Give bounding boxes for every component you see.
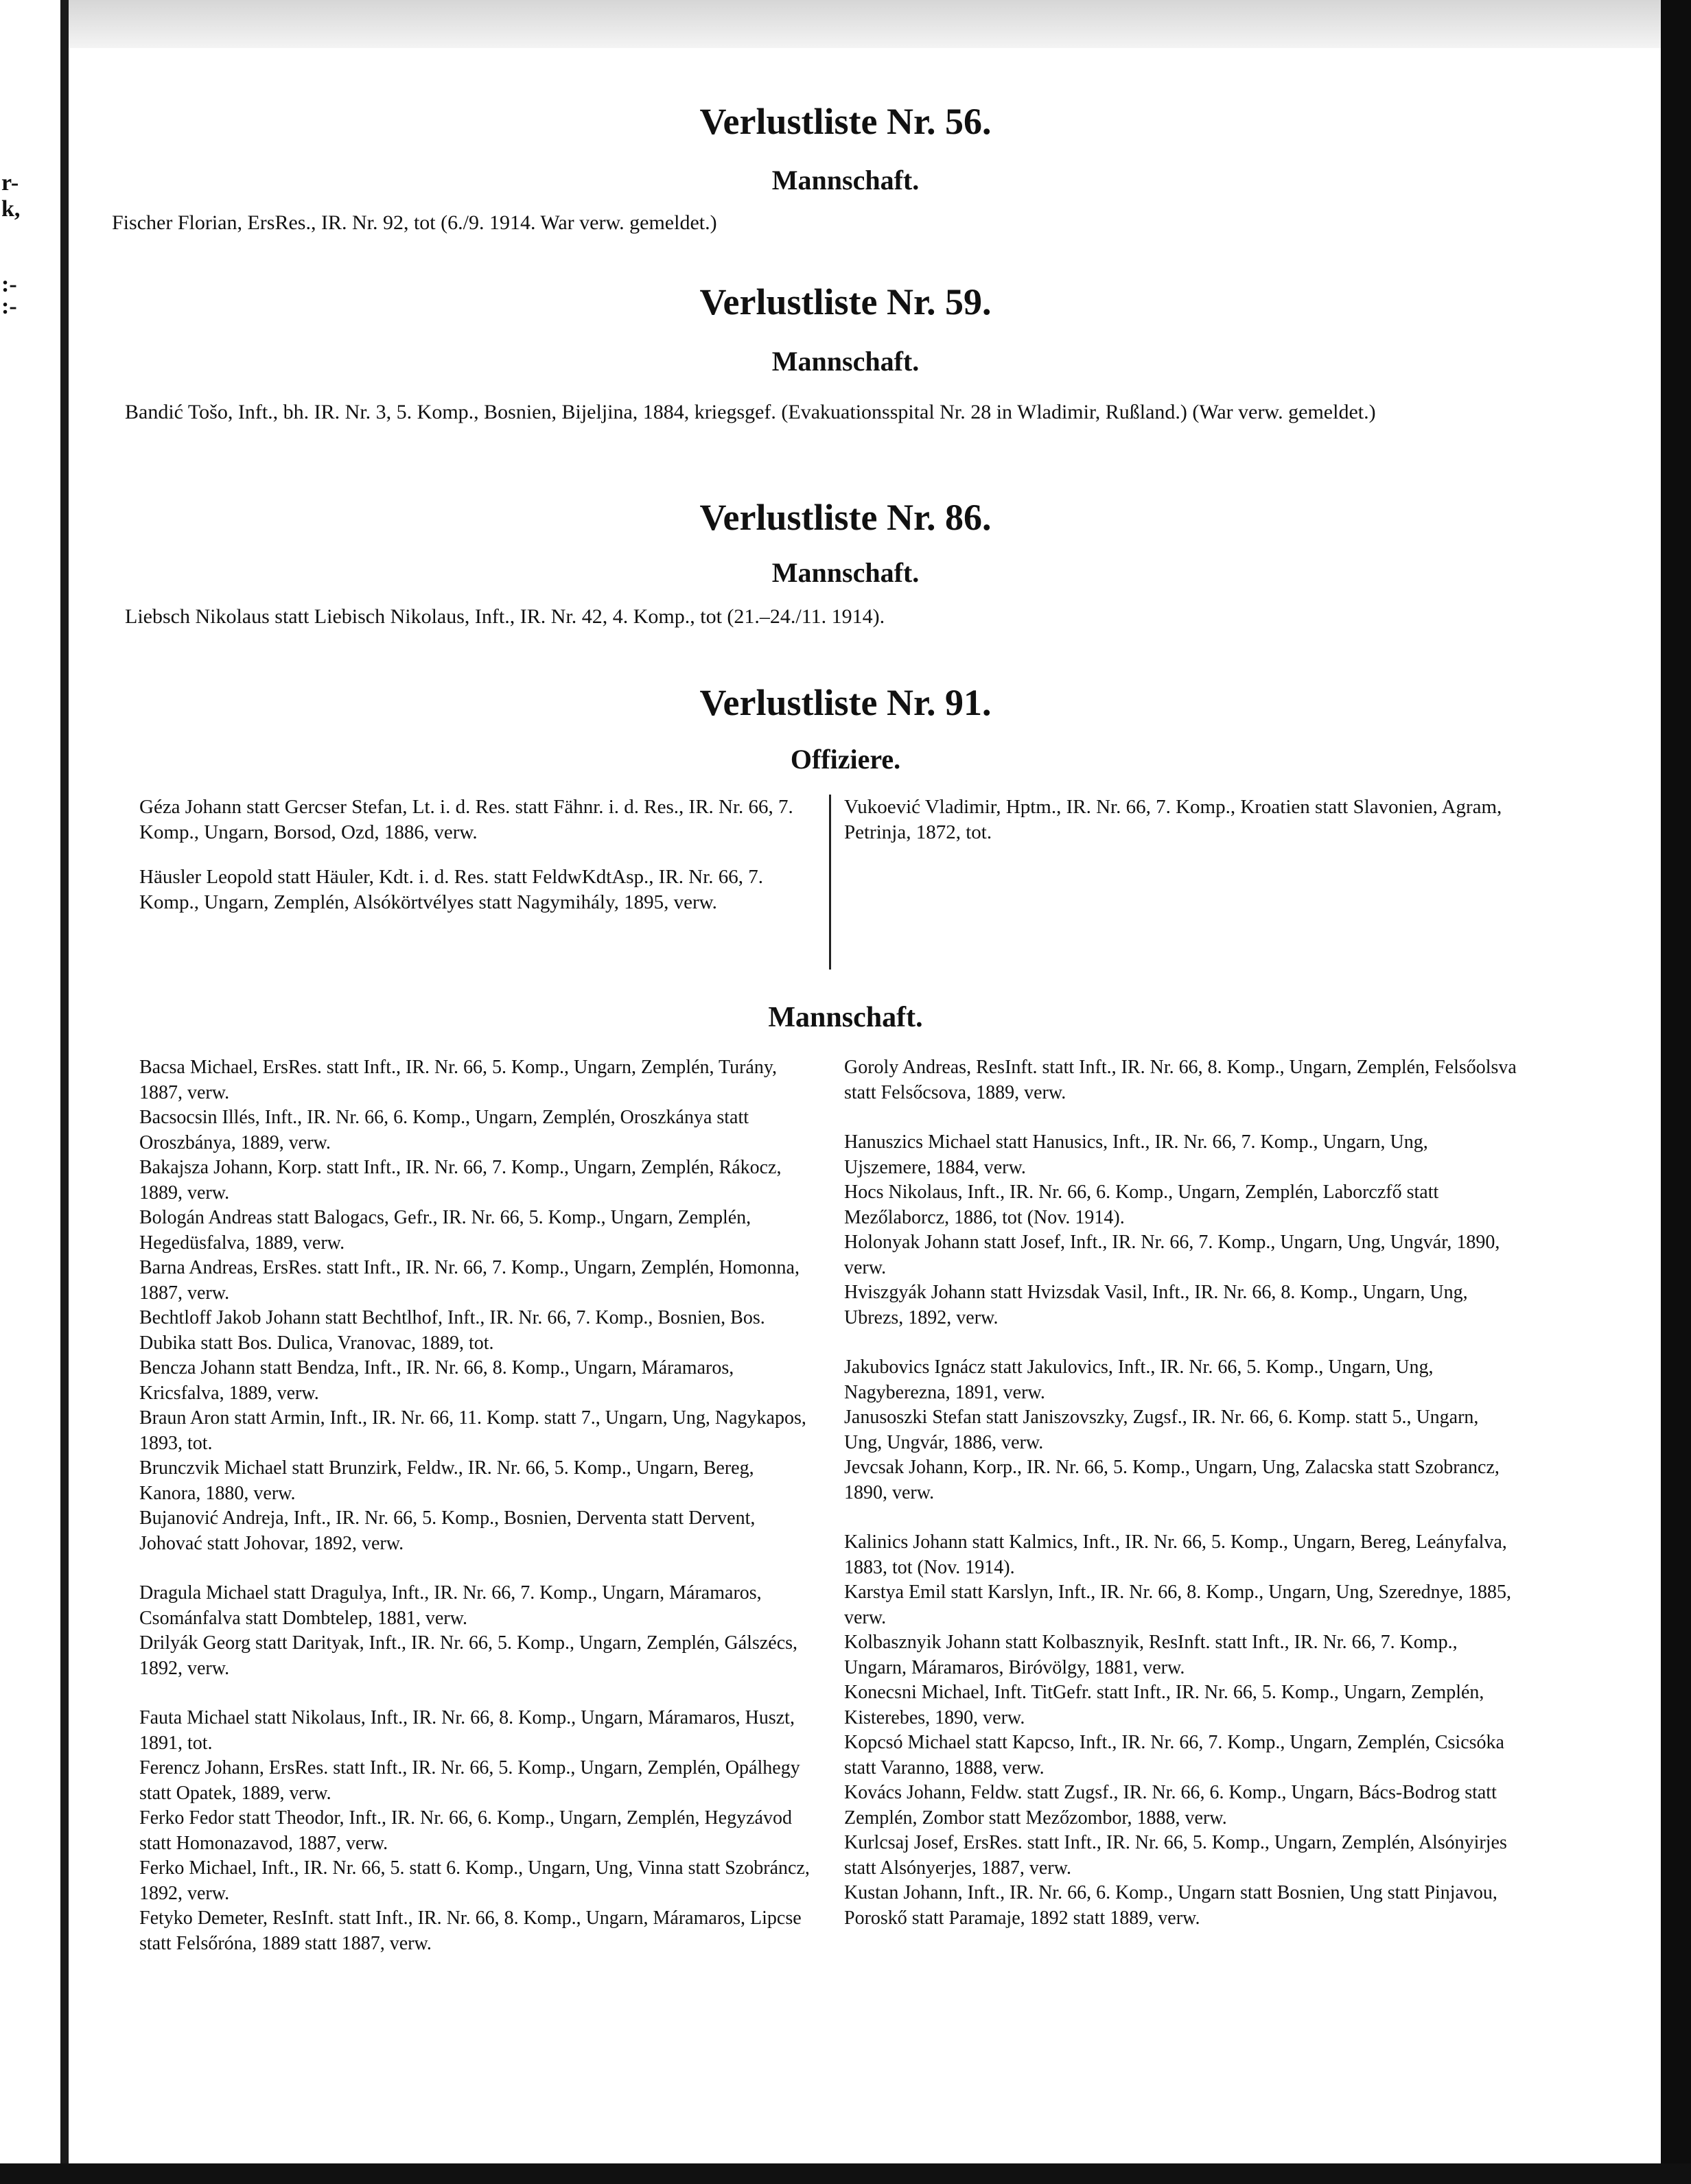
scan-top-shadow	[0, 0, 1691, 48]
list-item: Bechtloff Jakob Johann statt Bechtlhof, Inft., IR. Nr. 66, 7. Komp., Bosnien, Bos. Dubika statt Bos. Dulica, Vranovac, 1889, tot.	[139, 1307, 765, 1354]
list-item: Ferko Fedor statt Theodor, Inft., IR. Nr. 66, 6. Komp., Ungarn, Zemplén, Hegyzávod statt Homonazavod, 1887, verw.	[139, 1807, 792, 1854]
list-item: Bologán Andreas statt Balogacs, Gefr., IR. Nr. 66, 5. Komp., Ungarn, Zemplén, Hegedüsfalva, 1889, verw.	[139, 1207, 751, 1254]
mannschaft-title: Mannschaft.	[768, 1002, 923, 1033]
section-subtitle-86: Mannschaft.	[771, 557, 920, 588]
list-item: Vukoević Vladimir, Hptm., IR. Nr. 66, 7. Komp., Kroatien statt Slavonien, Agram, Petrinja, 1872, tot.	[844, 796, 1502, 843]
list-item: Kopcsó Michael statt Kapcso, Inft., IR. Nr. 66, 7. Komp., Ungarn, Zemplén, Csicsóka statt Varanno, 1888, verw.	[844, 1732, 1504, 1778]
list-item: Bencza Johann statt Bendza, Inft., IR. Nr. 66, 8. Komp., Ungarn, Máramaros, Kricsfalva, 1889, verw.	[139, 1357, 734, 1404]
list-item: Dragula Michael statt Dragulya, Inft., IR. Nr. 66, 7. Komp., Ungarn, Máramaros, Csománfalva statt Dombtelep, 1881, verw.	[139, 1582, 762, 1629]
list-item: Bacsa Michael, ErsRes. statt Inft., IR. Nr. 66, 5. Komp., Ungarn, Zemplén, Turány, 1887, verw.	[139, 1057, 778, 1103]
list-item: Goroly Andreas, ResInft. statt Inft., IR. Nr. 66, 8. Komp., Ungarn, Zemplén, Felsőolsva statt Felsőcsova, 1889, verw.	[844, 1057, 1517, 1103]
list-item: Fetyko Demeter, ResInft. statt Inft., IR. Nr. 66, 8. Komp., Ungarn, Máramaros, Lipcse statt Felsőróna, 1889 statt 1887, verw.	[139, 1907, 802, 1954]
list-item: Kalinics Johann statt Kalmics, Inft., IR. Nr. 66, 5. Komp., Ungarn, Bereg, Leányfalva, 1883, tot (Nov. 1914).	[844, 1531, 1507, 1578]
mannschaft-left-column	[139, 1055, 815, 1956]
list-item: Ferko Michael, Inft., IR. Nr. 66, 5. statt 6. Komp., Ungarn, Ung, Vinna statt Szobráncz, 1892, verw.	[139, 1857, 810, 1904]
list-item: Fauta Michael statt Nikolaus, Inft., IR. Nr. 66, 8. Komp., Ungarn, Máramaros, Huszt, 1891, tot.	[139, 1707, 795, 1754]
list-item: Kurlcsaj Josef, ErsRes. statt Inft., IR. Nr. 66, 5. Komp., Ungarn, Zemplén, Alsónyirjes statt Alsónyerjes, 1887, verw.	[844, 1832, 1507, 1879]
list-item: Kovács Johann, Feldw. statt Zugsf., IR. Nr. 66, 6. Komp., Ungarn, Bács-Bodrog statt Zemplén, Zombor statt Mezőzombor, 1888, verw.	[844, 1782, 1497, 1829]
list-item: Bakajsza Johann, Korp. statt Inft., IR. Nr. 66, 7. Komp., Ungarn, Zemplén, Rákocz, 1889, verw.	[139, 1157, 782, 1203]
list-item: Bujanović Andreja, Inft., IR. Nr. 66, 5. Komp., Bosnien, Derventa statt Dervent, Johovać statt Johovar, 1892, verw.	[139, 1507, 756, 1554]
scan-bottom-edge	[0, 2163, 1691, 2184]
list-item: Jevcsak Johann, Korp., IR. Nr. 66, 5. Komp., Ungarn, Ung, Zalacska statt Szobrancz, 1890, verw.	[844, 1457, 1500, 1503]
section-subtitle-56: Mannschaft.	[771, 165, 920, 196]
section-title-91: Verlustliste Nr. 91.	[699, 682, 992, 723]
list-item: Karstya Emil statt Karslyn, Inft., IR. Nr. 66, 8. Komp., Ungarn, Ung, Szerednye, 1885, verw.	[844, 1582, 1512, 1628]
entry-86: Liebsch Nikolaus statt Liebisch Nikolaus, Inft., IR. Nr. 42, 4. Komp., tot (21.–24./11. 1914).	[125, 605, 885, 628]
list-item: Holonyak Johann statt Josef, Inft., IR. Nr. 66, 7. Komp., Ungarn, Ung, Ungvár, 1890, verw.	[844, 1232, 1500, 1278]
list-item: Géza Johann statt Gercser Stefan, Lt. i. d. Res. statt Fähnr. i. d. Res., IR. Nr. 66, 7. Komp., Ungarn, Borsod, Ozd, 1886, verw.	[139, 796, 793, 843]
list-item: Jakubovics Ignácz statt Jakulovics, Inft., IR. Nr. 66, 5. Komp., Ungarn, Ung, Nagyberezna, 1891, verw.	[844, 1357, 1434, 1403]
list-item: Ferencz Johann, ErsRes. statt Inft., IR. Nr. 66, 5. Komp., Ungarn, Zemplén, Opálhegy statt Opatek, 1889, verw.	[139, 1757, 800, 1804]
offiziere-right-column	[844, 795, 1517, 845]
margin-fragment: :-	[1, 272, 17, 297]
list-item: Drilyák Georg statt Darityak, Inft., IR. Nr. 66, 5. Komp., Ungarn, Zemplén, Gálszécs, 1892, verw.	[139, 1632, 798, 1679]
entry-59: Bandić Tošo, Inft., bh. IR. Nr. 3, 5. Komp., Bosnien, Bijeljina, 1884, kriegsgef. (Evakuationsspital Nr. 28 in Wladimir, Rußland.) (War verw. gemeldet.)	[125, 401, 1376, 423]
margin-fragment: k,	[1, 196, 21, 222]
list-item: Konecsni Michael, Inft. TitGefr. statt Inft., IR. Nr. 66, 5. Komp., Ungarn, Zemplén, Kisterebes, 1890, verw.	[844, 1682, 1484, 1728]
list-item: Kustan Johann, Inft., IR. Nr. 66, 6. Komp., Ungarn statt Bosnien, Ung statt Pinjavou, Poroskő statt Paramaje, 1892 statt 1889, verw.	[844, 1882, 1497, 1929]
mannschaft-right-column	[844, 1055, 1517, 1931]
scan-left-edge	[60, 0, 69, 2184]
list-item: Braun Aron statt Armin, Inft., IR. Nr. 66, 11. Komp. statt 7., Ungarn, Ung, Nagykapos, 1893, tot.	[139, 1407, 806, 1454]
offiziere-title: Offiziere.	[790, 744, 901, 775]
section-title-59: Verlustliste Nr. 59.	[699, 281, 992, 322]
margin-fragment: :-	[1, 294, 17, 319]
column-divider	[829, 795, 831, 970]
section-subtitle-59: Mannschaft.	[771, 346, 920, 377]
list-item: Brunczvik Michael statt Brunzirk, Feldw., IR. Nr. 66, 5. Komp., Ungarn, Bereg, Kanora, 1880, verw.	[139, 1457, 754, 1504]
entry-56: Fischer Florian, ErsRes., IR. Nr. 92, tot (6./9. 1914. War verw. gemeldet.)	[112, 211, 717, 234]
list-item: Hanuszics Michael statt Hanusics, Inft., IR. Nr. 66, 7. Komp., Ungarn, Ung, Ujszemere, 1884, verw.	[844, 1131, 1428, 1178]
list-item: Hocs Nikolaus, Inft., IR. Nr. 66, 6. Komp., Ungarn, Zemplén, Laborczfő statt Mezőlaborcz, 1886, tot (Nov. 1914).	[844, 1182, 1439, 1228]
section-title-56: Verlustliste Nr. 56.	[699, 101, 992, 142]
offiziere-left-column	[139, 795, 815, 915]
scan-right-edge	[1661, 0, 1691, 2184]
list-item: Barna Andreas, ErsRes. statt Inft., IR. Nr. 66, 7. Komp., Ungarn, Zemplén, Homonna, 1887, verw.	[139, 1257, 800, 1304]
scan-left-margin	[0, 0, 69, 2184]
list-item: Hviszgyák Johann statt Hvizsdak Vasil, Inft., IR. Nr. 66, 8. Komp., Ungarn, Ung, Ubrezs, 1892, verw.	[844, 1282, 1468, 1328]
margin-fragment: r-	[1, 170, 19, 196]
list-item: Häusler Leopold statt Häuler, Kdt. i. d. Res. statt FeldwKdtAsp., IR. Nr. 66, 7. Komp., Ungarn, Zemplén, Alsókörtvélyes statt Nagymihály, 1895, verw.	[139, 866, 764, 913]
list-item: Bacsocsin Illés, Inft., IR. Nr. 66, 6. Komp., Ungarn, Zemplén, Oroszkánya statt Oroszbánya, 1889, verw.	[139, 1107, 749, 1153]
list-item: Kolbasznyik Johann statt Kolbasznyik, ResInft. statt Inft., IR. Nr. 66, 7. Komp., Ungarn, Máramaros, Biróvölgy, 1881, verw.	[844, 1632, 1458, 1678]
list-item: Janusoszki Stefan statt Janiszovszky, Zugsf., IR. Nr. 66, 6. Komp. statt 5., Ungarn, Ung, Ungvár, 1886, verw.	[844, 1407, 1479, 1453]
section-title-86: Verlustliste Nr. 86.	[699, 497, 992, 538]
